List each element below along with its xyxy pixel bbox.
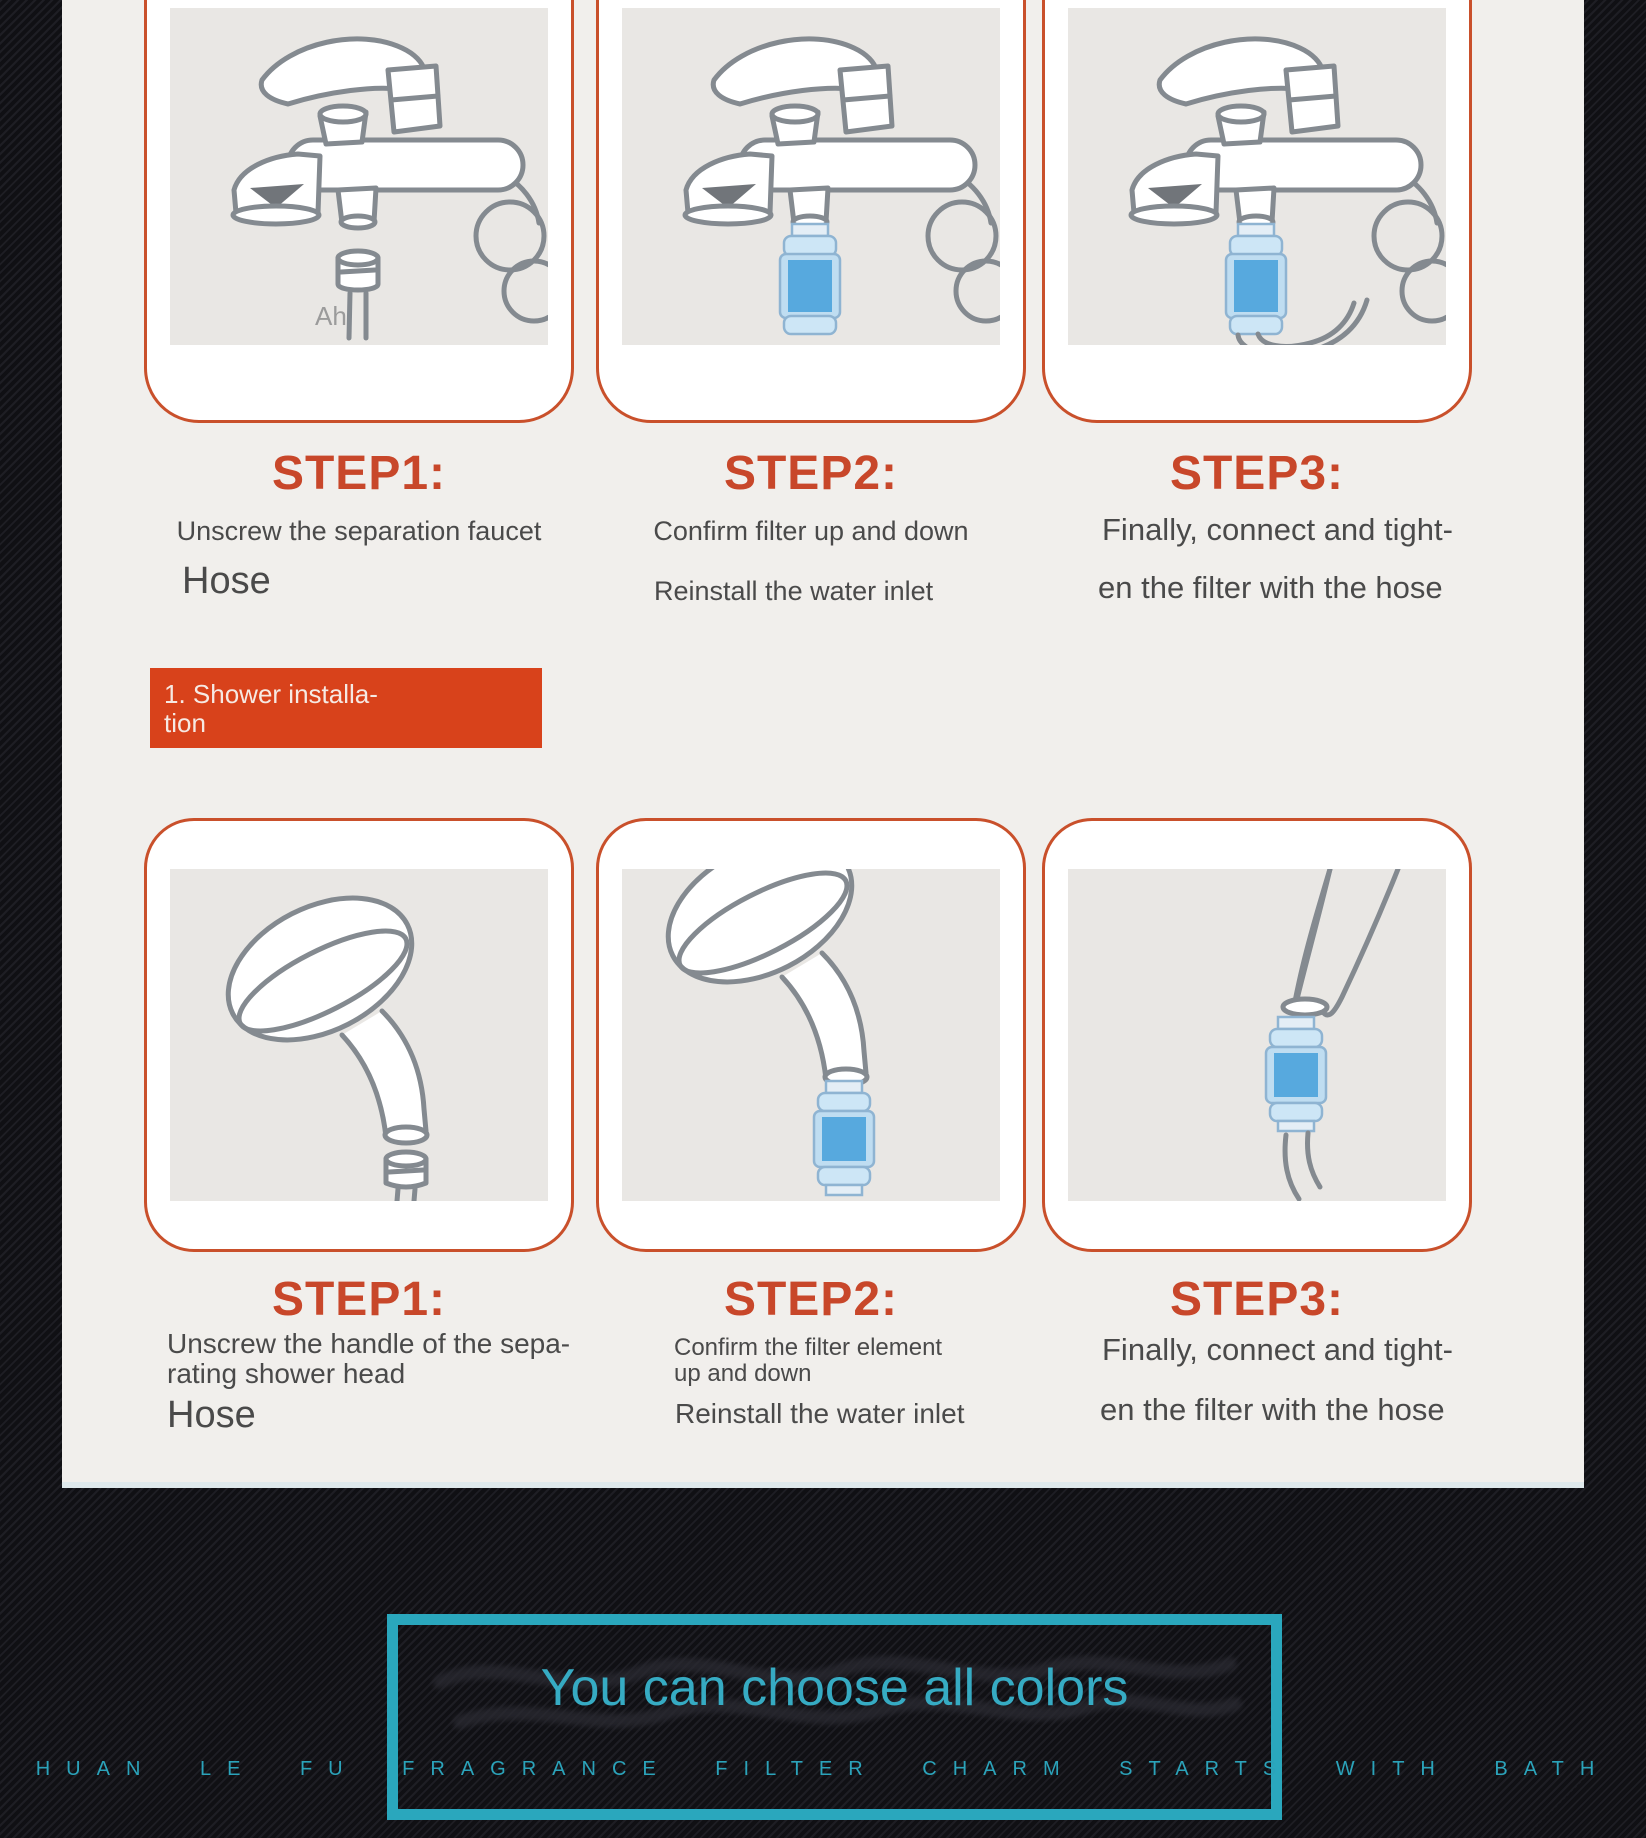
- shower-step1-image-box: [170, 869, 548, 1201]
- shower-step2-card: [596, 818, 1026, 1252]
- shower-step2-image-box: [622, 869, 1000, 1201]
- step-description: Reinstall the water inlet: [654, 576, 934, 606]
- shower-installation-banner: [150, 668, 542, 748]
- faucet-step3-card: [1042, 0, 1472, 423]
- step-description: en the filter with the hose: [1100, 1392, 1445, 1427]
- step-description: Reinstall the water inlet: [675, 1398, 965, 1429]
- step-description: up and down: [674, 1360, 812, 1387]
- faucet-icon: [170, 8, 548, 345]
- brand-tagline: HUAN LE FU FRAGRANCE FILTER CHARM STARTS WITH BATH: [35, 1758, 1611, 1780]
- faucet-step3-image-box: [1068, 8, 1446, 345]
- step-heading: STEP3:: [1169, 447, 1345, 500]
- shower-step3-image-box: [1068, 869, 1446, 1201]
- step-description: Confirm the filter element: [674, 1334, 943, 1361]
- shower-step1-card: [144, 818, 574, 1252]
- color-choice-headline: You can choose all colors: [540, 1659, 1129, 1717]
- ah-note: Ah: [315, 301, 347, 331]
- step-description: Hose: [182, 560, 271, 602]
- faucet-step1-card: [144, 0, 574, 423]
- step-heading: STEP2:: [723, 447, 899, 500]
- faucet-step2-image-box: [622, 8, 1000, 345]
- step-heading: STEP3:: [1169, 1273, 1345, 1326]
- step-heading: STEP1:: [271, 1273, 447, 1326]
- step-description: rating shower head: [167, 1358, 406, 1389]
- shower-filter-hose-icon: [1068, 869, 1446, 1201]
- step-heading: STEP2:: [723, 1273, 899, 1326]
- step-description: en the filter with the hose: [1098, 570, 1443, 605]
- shower-head-icon: [170, 869, 548, 1201]
- step-description: Unscrew the separation faucet: [176, 516, 542, 546]
- faucet-step2-card: [596, 0, 1026, 423]
- faucet-filter-icon: [622, 8, 1000, 345]
- faucet-step1-image-box: [170, 8, 548, 345]
- shower-filter-icon: [622, 869, 1000, 1201]
- step-description: Unscrew the handle of the sepa-: [167, 1328, 571, 1359]
- step-description: Hose: [167, 1394, 256, 1436]
- banner-line1: 1. Shower installa-: [164, 679, 378, 709]
- shower-step3-card: [1042, 818, 1472, 1252]
- faucet-filter-hose-icon: [1068, 8, 1446, 345]
- step-description: Finally, connect and tight-: [1102, 512, 1453, 547]
- banner-line2: tion: [164, 708, 206, 738]
- instructions-panel: [62, 0, 1584, 1488]
- step-description: Confirm filter up and down: [653, 516, 969, 546]
- step-heading: STEP1:: [271, 447, 447, 500]
- step-description: Finally, connect and tight-: [1102, 1332, 1453, 1367]
